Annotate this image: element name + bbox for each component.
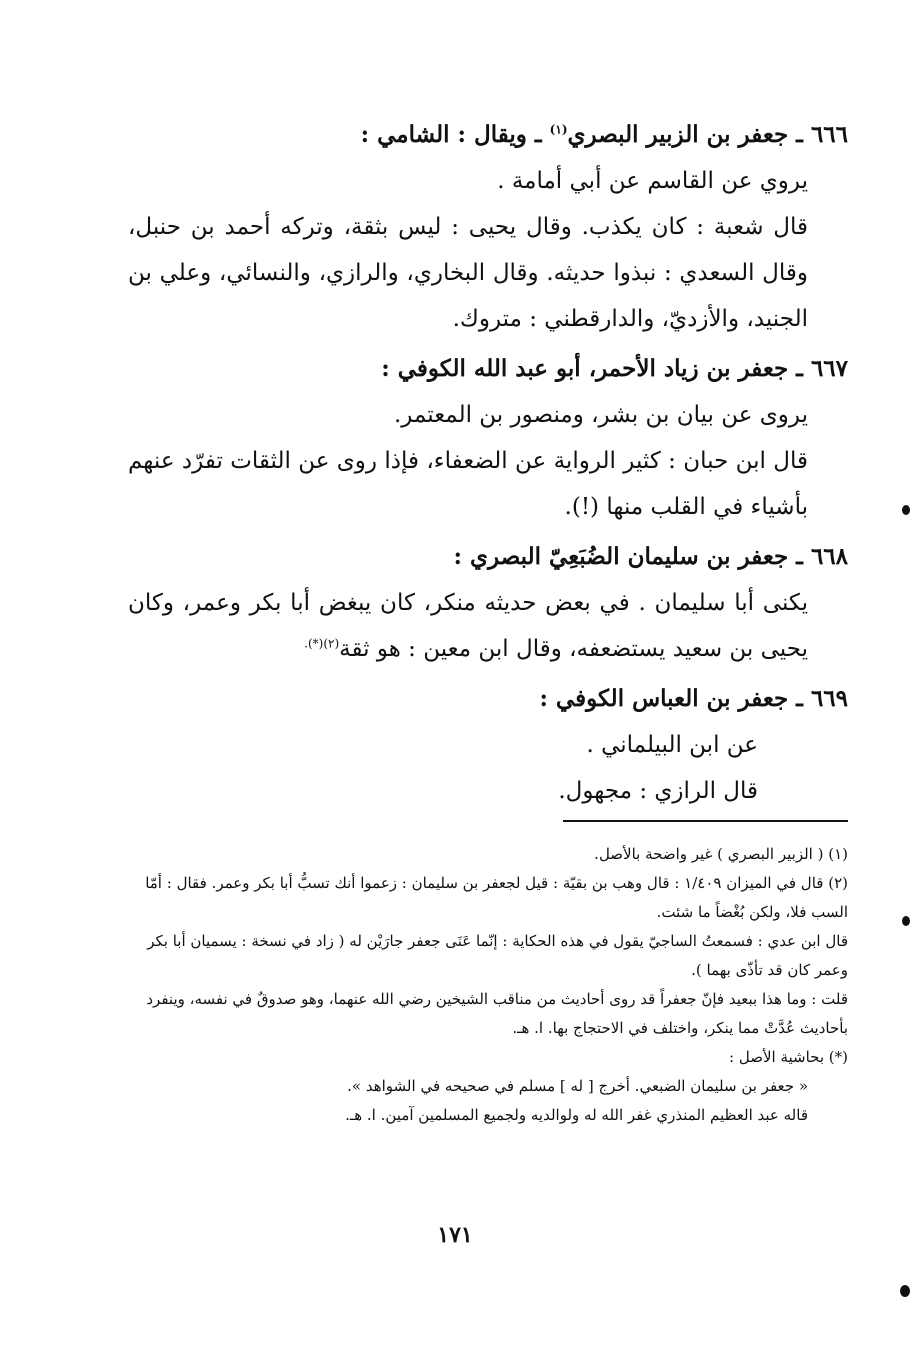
page-number: ١٧١ (437, 1222, 473, 1248)
entry-number: ٦٦٨ (810, 543, 848, 570)
entry-line: يروى عن بيان بن بشر، ومنصور بن المعتمر. (393, 402, 808, 428)
footnote-1: (١) ( الزبير البصري ) غير واضحة بالأصل. (594, 845, 848, 863)
scan-mark (902, 505, 910, 515)
footnote-star-quote: « جعفر بن سليمان الضبعي. أخرج [ له ] مسلم في صحيحه في الشواهد ». (347, 1077, 808, 1095)
entry-number: ٦٦٩ (810, 685, 848, 712)
entry-number: ٦٦٧ (810, 355, 848, 382)
entry-667 (128, 346, 848, 530)
entry-heading: ٦٦٧ ـ جعفر بن زياد الأحمر، أبو عبد الله الكوفي : (381, 355, 848, 382)
entry-669 (128, 676, 848, 814)
entry-name: جعفر بن الزبير البصري (567, 121, 789, 148)
footnotes (128, 840, 848, 1130)
entry-line: يروي عن القاسم عن أبي أمامة . (497, 168, 808, 194)
footnote-star-signature: قاله عبد العظيم المنذري غفر الله له ولوالديه ولجميع المسلمين آمين. ا. هـ. (345, 1106, 808, 1124)
entry-666 (128, 112, 848, 342)
entry-name: جعفر بن العباس الكوفي : (539, 685, 789, 712)
footnote-divider (563, 820, 848, 822)
entry-line: قال الرازي : مجهول. (558, 778, 758, 804)
footnote-2-part-b: قال ابن عدي : فسمعتُ الساجيّ يقول في هذه الحكاية : إنّما عَنَى جعفر جارَيْن له ( زاد في نسخة : يسميان أبا بكر وعمر كان قد تأذّى بهما ). (147, 932, 848, 979)
footnote-star-title: (*) بحاشية الأصل : (729, 1048, 848, 1066)
footnote-2-part-c: قلت : وما هذا ببعيد فإنّ جعفراً قد روى أحاديث من مناقب الشيخين رضي الله عنهما، وهو صدوقٌ في نفسه، وينفرد بأحاديث عُدَّتْ مما ينكر، واختلف في الاحتجاج بها. ا. هـ. (146, 990, 848, 1037)
entry-line: عن ابن البيلماني . (586, 732, 758, 758)
entry-heading: ٦٦٨ ـ جعفر بن سليمان الضُبَعِيّ البصري : (453, 543, 848, 570)
scan-mark (900, 1285, 910, 1297)
footnote-2-part-a: (٢) قال في الميزان ١/٤٠٩ : قال وهب بن بقيّة : قيل لجعفر بن سليمان : زعموا أنك تسبُّ أبا بكر وعمر. فقال : أمّا السب فلا، ولكن بُغْضاً ما شئت. (145, 874, 848, 921)
main-text (128, 112, 848, 818)
entry-heading: ٦٦٦ ـ جعفر بن الزبير البصري$^{(١)}$ ـ ويقال : الشامي : (360, 121, 848, 148)
entry-number: ٦٦٦ (810, 121, 848, 148)
scan-mark (902, 916, 910, 926)
entry-heading-tail: ـ ويقال : الشامي : (360, 121, 542, 148)
entry-line: قال ابن حبان : كثير الرواية عن الضعفاء، فإذا روى عن الثقات تفرّد عنهم بأشياء في القلب منها (!). (128, 448, 808, 520)
footnote-ref: (٢)(*). (304, 636, 340, 651)
footnote-2 (128, 869, 848, 927)
entry-line-text: يكنى أبا سليمان . في بعض حديثه منكر، كان يبغض أبا بكر وعمر، وكان يحيى بن سعيد يستضعفه، وقال ابن معين : هو ثقة (128, 590, 808, 662)
footnote-star-line (128, 1072, 848, 1101)
entry-line: قال شعبة : كان يكذب. وقال يحيى : ليس بثقة، وتركه أحمد بن حنبل، وقال السعدي : نبذوا حديثه. وقال البخاري، والرازي، والنسائي، وعلي بن الجنيد، والأزديّ، والدارقطني : متروك. (128, 214, 808, 332)
footnote-ref: (١) (549, 122, 568, 137)
entry-name: جعفر بن سليمان الضُبَعِيّ البصري : (453, 543, 789, 570)
entry-668 (128, 534, 848, 672)
footnote-star-line (128, 1101, 848, 1130)
entry-heading: ٦٦٩ ـ جعفر بن العباس الكوفي : (539, 685, 848, 712)
entry-name: جعفر بن زياد الأحمر، أبو عبد الله الكوفي : (381, 355, 789, 382)
entry-line (128, 580, 848, 672)
